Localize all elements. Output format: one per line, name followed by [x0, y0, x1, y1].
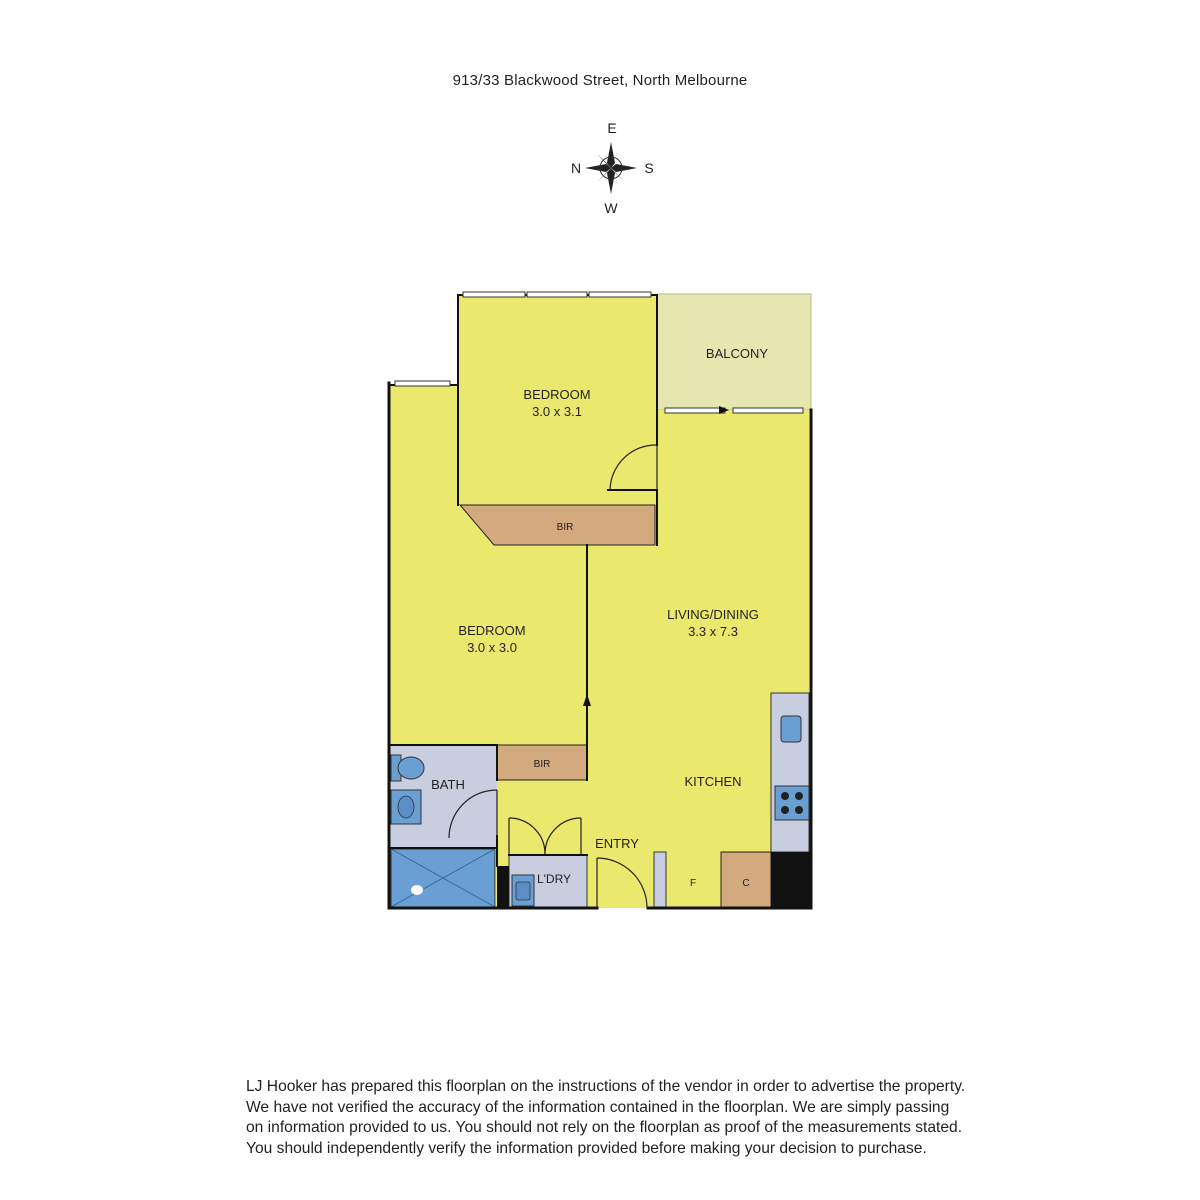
bedroom-2-area — [389, 385, 587, 745]
bath-label: BATH — [431, 777, 465, 792]
compass-west-label: W — [604, 200, 618, 216]
entry-label: ENTRY — [595, 836, 639, 851]
compass-north-label: N — [570, 160, 582, 176]
laundry-label: L'DRY — [536, 872, 572, 886]
living-dining-size: 3.3 x 7.3 — [688, 624, 738, 639]
cupboard-label: C — [742, 878, 750, 889]
bir-2-label: BIR — [533, 759, 551, 770]
toilet-icon — [391, 755, 424, 781]
sink-icon — [781, 716, 801, 742]
bedroom-1-size: 3.0 x 3.1 — [532, 404, 582, 419]
riser-block — [771, 852, 811, 908]
property-address: 913/33 Blackwood Street, North Melbourne — [452, 72, 748, 89]
bedroom-1-label: BEDROOM — [523, 387, 591, 402]
pantry-panel — [654, 852, 666, 908]
shower-drain-icon — [411, 885, 423, 895]
living-dining-label: LIVING/DINING — [667, 607, 759, 622]
balcony-label: BALCONY — [705, 346, 769, 361]
wall-nib — [497, 866, 509, 908]
basin-icon — [391, 790, 421, 824]
compass-rose-icon — [585, 142, 637, 194]
bedroom-2-size: 3.0 x 3.0 — [467, 640, 517, 655]
bir-1-label: BIR — [556, 522, 574, 533]
compass-east-label: E — [607, 120, 617, 136]
bedroom-2-label: BEDROOM — [458, 623, 526, 638]
cooktop-icon — [775, 786, 809, 820]
kitchen-label: KITCHEN — [684, 774, 742, 789]
compass-south-label: S — [644, 160, 654, 176]
fridge-label: F — [689, 878, 697, 889]
disclaimer-text: LJ Hooker has prepared this floorplan on the instructions of the vendor in order to advertise the property. We have not verified the accuracy of the information contained in the floorplan. We are simply passing on information provided to us. You should not rely on the floorplan as proof of the measurements stated. You should independently verify the information provided before making your decision to purchase. — [246, 1078, 966, 1157]
